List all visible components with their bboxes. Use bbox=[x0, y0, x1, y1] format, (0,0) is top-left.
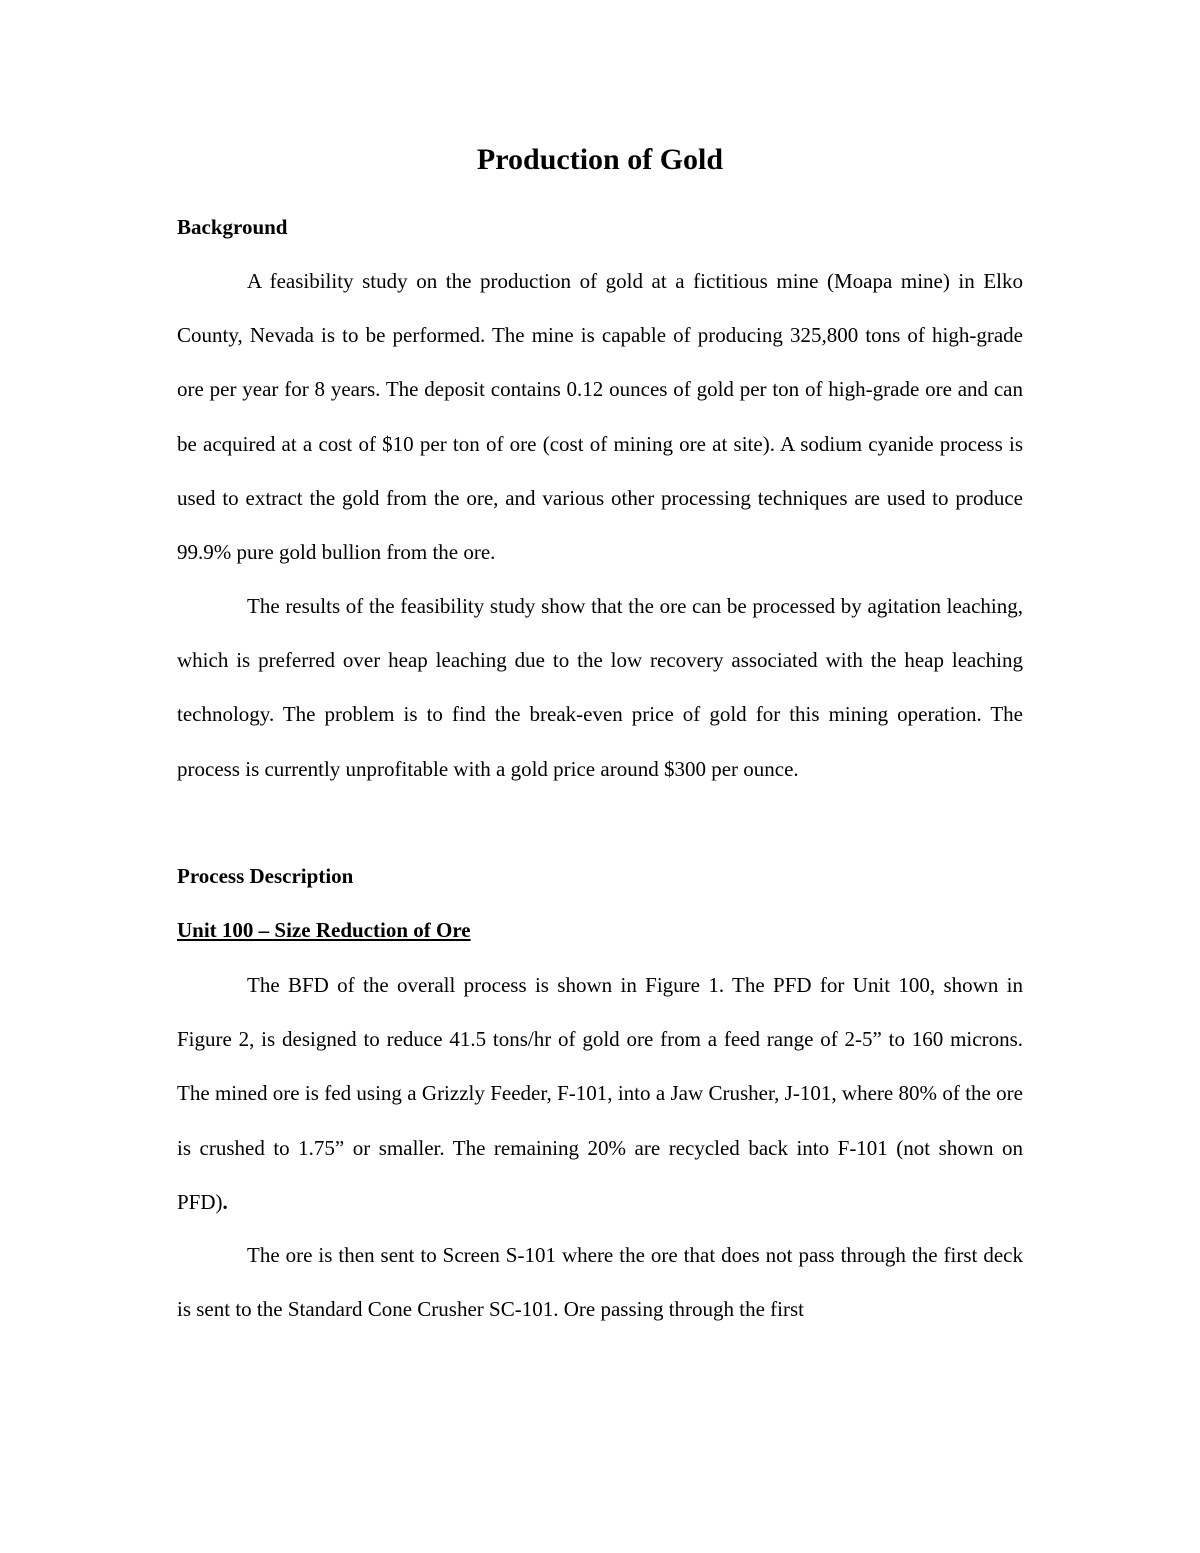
background-paragraph-1: A feasibility study on the production of gold at a fictitious mine (Moapa mine) in Elko County, Nevada is to be performed. The mine is capable of producing 325,800 tons of high-grade ore per year for 8 years. The deposit contains 0.12 ounces of gold per ton of high-grade ore and can be acquired at a cost of $10 per ton of ore (cost of mining ore at site). A sodium cyanide process is used to extract the gold from the ore, and various other processing techniques are used to produce 99.9% pure gold bullion from the ore. bbox=[177, 269, 1023, 565]
unit-100-paragraph-1-end: . bbox=[222, 1189, 228, 1214]
background-heading: Background bbox=[177, 215, 288, 239]
unit-100-paragraph-1 bbox=[177, 958, 1023, 1229]
page-title: Production of Gold bbox=[476, 143, 724, 176]
unit-100-paragraph-1-text: The BFD of the overall process is shown in Figure 1. The PFD for Unit 100, shown in Figure 2, is designed to reduce 41.5 tons/hr of gold ore from a feed range of 2-5” to 160 microns. The mined ore is fed using a Grizzly Feeder, F-101, into a Jaw Crusher, J-101, where 80% of the ore is crushed to 1.75” or smaller. The remaining 20% are recycled back into F-101 (not shown on PFD) bbox=[177, 973, 1023, 1214]
background-paragraph-2: The results of the feasibility study show that the ore can be processed by agitation leaching, which is preferred over heap leaching due to the low recovery associated with the heap leaching technology. The problem is to find the break-even price of gold for this mining operation. The process is currently unprofitable with a gold price around $300 per ounce. bbox=[177, 594, 1023, 781]
unit-100-paragraph-2: The ore is then sent to Screen S-101 where the ore that does not pass through the first deck is sent to the Standard Cone Crusher SC-101. Ore passing through the first bbox=[177, 1243, 1023, 1322]
process-description-heading: Process Description bbox=[177, 864, 354, 888]
unit-100-heading: Unit 100 – Size Reduction of Ore bbox=[177, 918, 471, 942]
